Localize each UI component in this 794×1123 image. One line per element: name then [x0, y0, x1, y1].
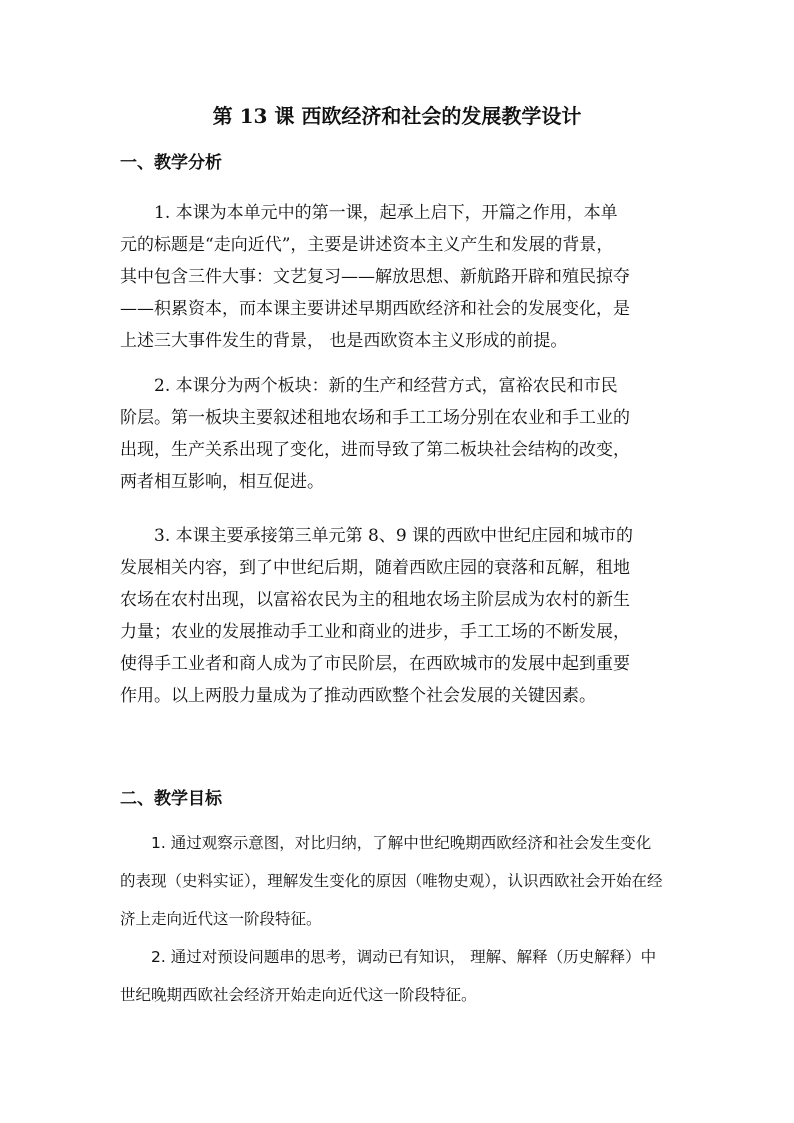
paragraph-line: 元的标题是“走向近代”，主要是讲述资本主义产生和发展的背景， — [120, 235, 614, 255]
paragraph-line: 两者相互影响，相互促进。 — [120, 472, 324, 492]
paragraph-line: 上述三大事件发生的背景， 也是西欧资本主义形成的前提。 — [120, 331, 568, 351]
paragraph — [120, 941, 680, 1017]
paragraph-line: 3. 本课主要承接第三单元第 8、9 课的西欧中世纪庄园和城市的 — [120, 526, 634, 546]
paragraph-line: 其中包含三件大事：文艺复习——解放思想、新航路开辟和殖民掠夺 — [120, 267, 630, 287]
paragraph-line: 济上走向近代这一阶段特征。 — [120, 910, 322, 928]
paragraph-line: 使得手工业者和商人成为了市民阶层，在西欧城市的发展中起到重要 — [120, 654, 630, 674]
paragraph — [120, 520, 680, 712]
paragraph-line: 1. 通过观察示意图，对比归纳，了解中世纪晚期西欧经济和社会发生变化 — [120, 834, 652, 852]
section-heading-analysis: 一、教学分析 — [120, 153, 222, 173]
paragraph-line: 作用。以上两股力量成为了推动西欧整个社会发展的关键因素。 — [120, 686, 596, 706]
paragraph-line: 出现，生产关系出现了变化，进而导致了第二板块社会结构的改变， — [120, 440, 630, 460]
paragraph-line: 力量；农业的发展推动手工业和商业的进步，手工工场的不断发展， — [120, 622, 630, 642]
paragraph-line: 发展相关内容，到了中世纪后期，随着西欧庄园的衰落和瓦解，租地 — [120, 558, 630, 578]
paragraph-line: 1. 本课为本单元中的第一课，起承上启下，开篇之作用，本单 — [120, 203, 618, 223]
paragraph — [120, 197, 680, 357]
paragraph-line: 世纪晚期西欧社会经济开始走向近代这一阶段特征。 — [120, 986, 477, 1004]
paragraph-line: 农场在农村出现，以富裕农民为主的租地农场主阶层成为农村的新生 — [120, 590, 630, 610]
paragraph — [120, 827, 680, 941]
document-title: 第 13 课 西欧经济和社会的发展教学设计 — [212, 104, 582, 128]
paragraph — [120, 370, 680, 498]
paragraph-line: ——积累资本，而本课主要讲述早期西欧经济和社会的发展变化，是 — [120, 299, 630, 319]
paragraph-line: 阶层。第一板块主要叙述租地农场和手工工场分别在农业和手工业的 — [120, 408, 630, 428]
section-heading-objectives: 二、教学目标 — [120, 789, 222, 809]
paragraph-line: 2. 通过对预设问题串的思考，调动已有知识， 理解、解释（历史解释）中 — [120, 948, 657, 966]
paragraph-line: 2. 本课分为两个板块：新的生产和经营方式，富裕农民和市民 — [120, 376, 618, 396]
paragraph-line: 的表现（史料实证），理解发生变化的原因（唯物史观），认识西欧社会开始在经 — [120, 872, 663, 890]
